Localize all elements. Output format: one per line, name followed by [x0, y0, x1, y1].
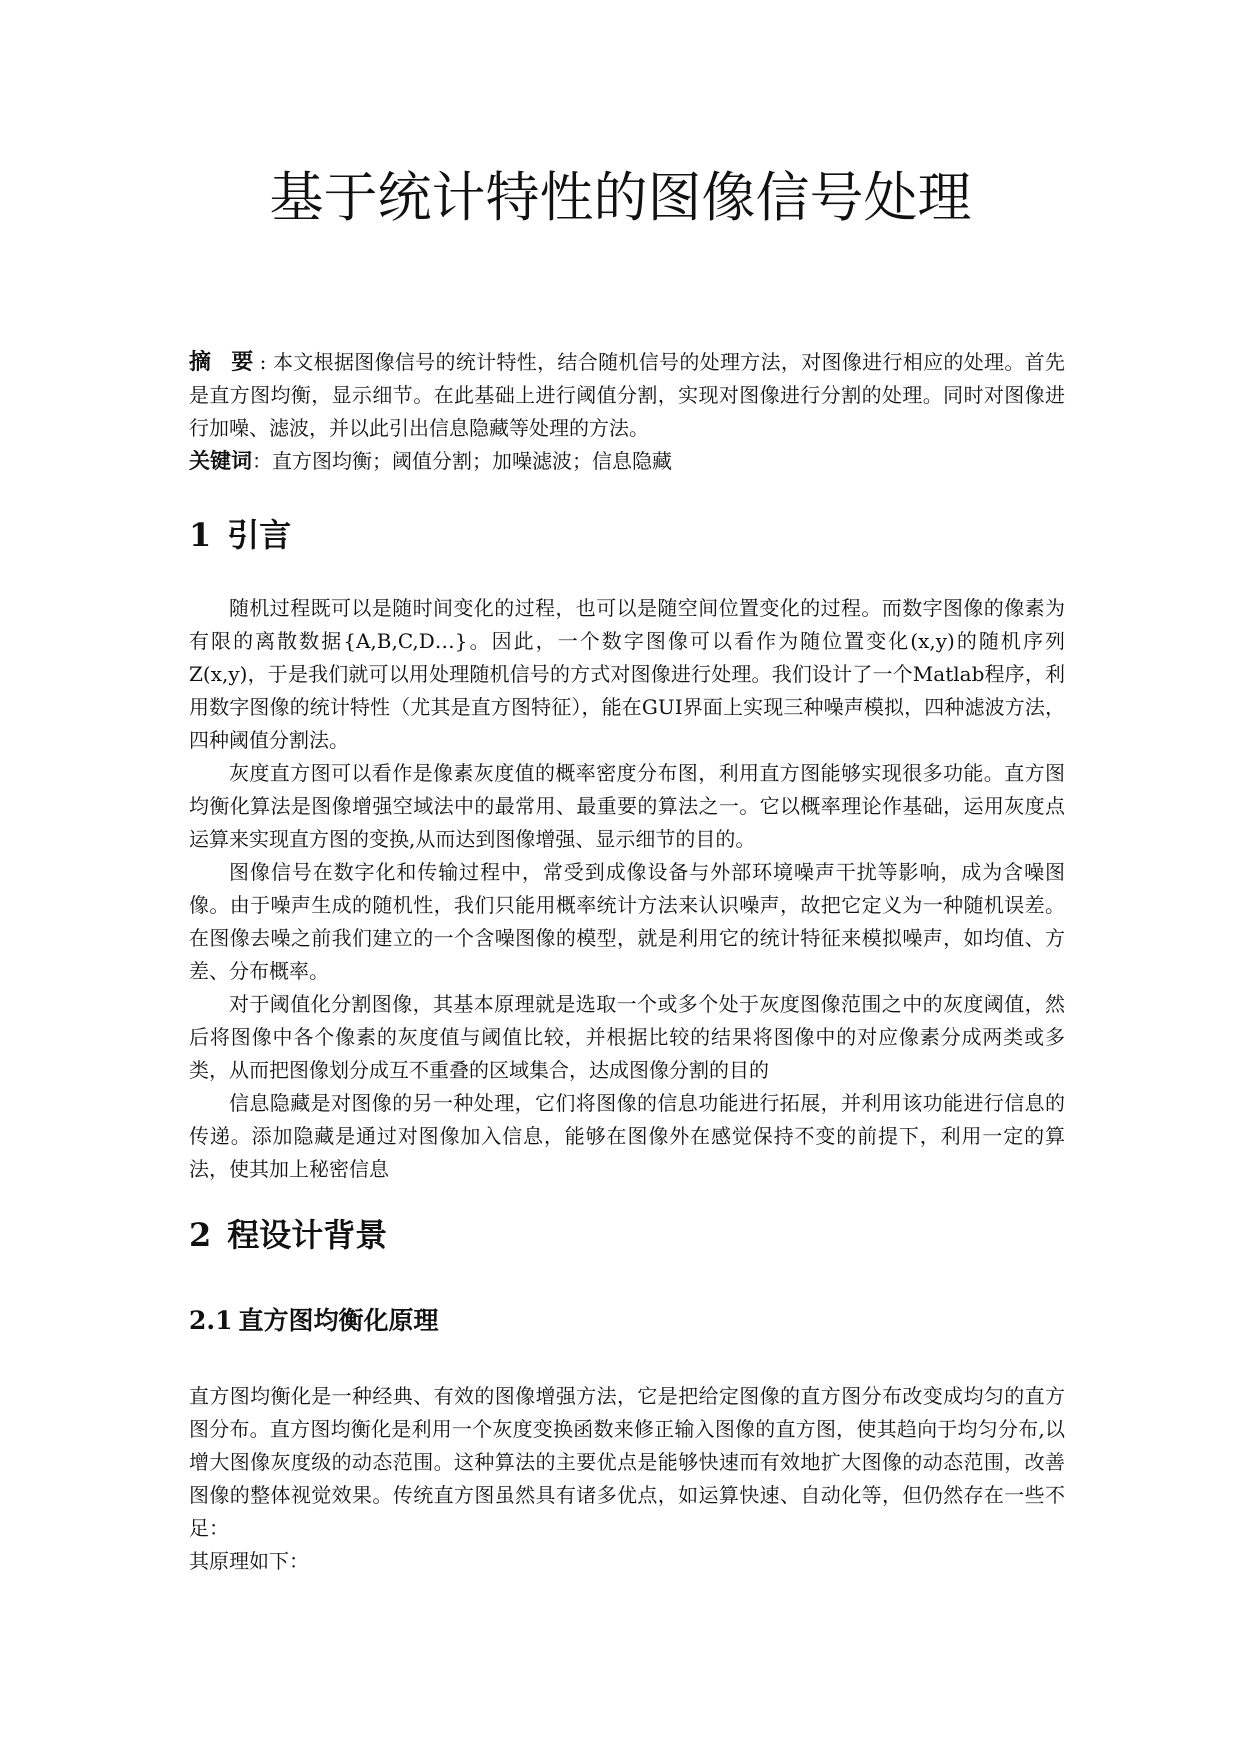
- section-1-title: 引言: [227, 516, 292, 554]
- paper-title: 基于统计特性的图像信号处理: [269, 166, 972, 229]
- section-2-1-body: [189, 1380, 1065, 1578]
- section-1-paragraph: 图像信号在数字化和传输过程中，常受到成像设备与外部环境噪声干扰等影响，成为含噪图像。由于噪声生成的随机性，我们只能用概率统计方法来认识噪声，故把它定义为一种随机误差。在图像去噪之前我们建立的一个含噪图像的模型，就是利用它的统计特征来模拟噪声，如均值、方差、分布概率。: [189, 860, 1065, 983]
- section-1-paragraph: 随机过程既可以是随时间变化的过程，也可以是随空间位置变化的过程。而数字图像的像素为有限的离散数据{A,B,C,D…}。因此，一个数字图像可以看作为随位置变化(x,y)的随机序列Z(x,y)，于是我们就可以用处理随机信号的方式对图像进行处理。我们设计了一个Matlab程序，利用数字图像的统计特性（尤其是直方图特征），能在GUI界面上实现三种噪声模拟，四种滤波方法，四种阈值分割法。: [189, 596, 1065, 752]
- section-1-paragraph: 灰度直方图可以看作是像素灰度值的概率密度分布图，利用直方图能够实现很多功能。直方图均衡化算法是图像增强空域法中的最常用、最重要的算法之一。它以概率理论作基础，运用灰度点运算来实现直方图的变换,从而达到图像增强、显示细节的目的。: [189, 761, 1065, 851]
- section-1-paragraph: 对于阈值化分割图像，其基本原理就是选取一个或多个处于灰度图像范围之中的灰度阈值，然后将图像中各个像素的灰度值与阈值比较，并根据比较的结果将图像中的对应像素分成两类或多类，从而把图像划分成互不重叠的区域集合，达成图像分割的目的: [189, 992, 1065, 1082]
- section-1-number: 1: [189, 516, 212, 554]
- keywords-text: ：直方图均衡；阈值分割；加噪滤波；信息隐藏: [252, 449, 672, 473]
- section-1-heading: [189, 512, 291, 558]
- section-2-1-heading: [189, 1302, 439, 1340]
- section-2-heading: [189, 1212, 387, 1258]
- abstract-text: 本文根据图像信号的统计特性，结合随机信号的处理方法，对图像进行相应的处理。首先是直方图均衡，显示细节。在此基础上进行阈值分割，实现对图像进行分割的处理。同时对图像进行加噪、滤波，并以此引出信息隐藏等处理的方法。: [189, 350, 1065, 440]
- abstract-colon: :: [259, 350, 274, 374]
- keywords-label: 关键词: [189, 449, 252, 473]
- section-2-1-paragraph: 直方图均衡化是一种经典、有效的图像增强方法，它是把给定图像的直方图分布改变成均匀的直方图分布。直方图均衡化是利用一个灰度变换函数来修正输入图像的直方图，使其趋向于均匀分布,以增大图像灰度级的动态范围。这种算法的主要优点是能够快速而有效地扩大图像的动态范围，改善图像的整体视觉效果。传统直方图虽然具有诸多优点，如运算快速、自动化等，但仍然存在一些不足：: [189, 1384, 1065, 1540]
- section-2-1-title: 直方图均衡化原理: [238, 1306, 439, 1335]
- section-2-title: 程设计背景: [227, 1216, 388, 1254]
- section-2-1-number: 2.1: [189, 1306, 233, 1335]
- section-2-number: 2: [189, 1216, 212, 1254]
- keywords: [189, 445, 1065, 478]
- abstract: [189, 346, 1065, 445]
- abstract-label: 摘 要: [189, 350, 260, 375]
- section-2-1-paragraph: 其原理如下：: [189, 1549, 309, 1573]
- section-1-body: [189, 592, 1065, 1186]
- section-1-paragraph: 信息隐藏是对图像的另一种处理，它们将图像的信息功能进行拓展，并利用该功能进行信息的传递。添加隐藏是通过对图像加入信息，能够在图像外在感觉保持不变的前提下，利用一定的算法，使其加上秘密信息: [189, 1091, 1065, 1181]
